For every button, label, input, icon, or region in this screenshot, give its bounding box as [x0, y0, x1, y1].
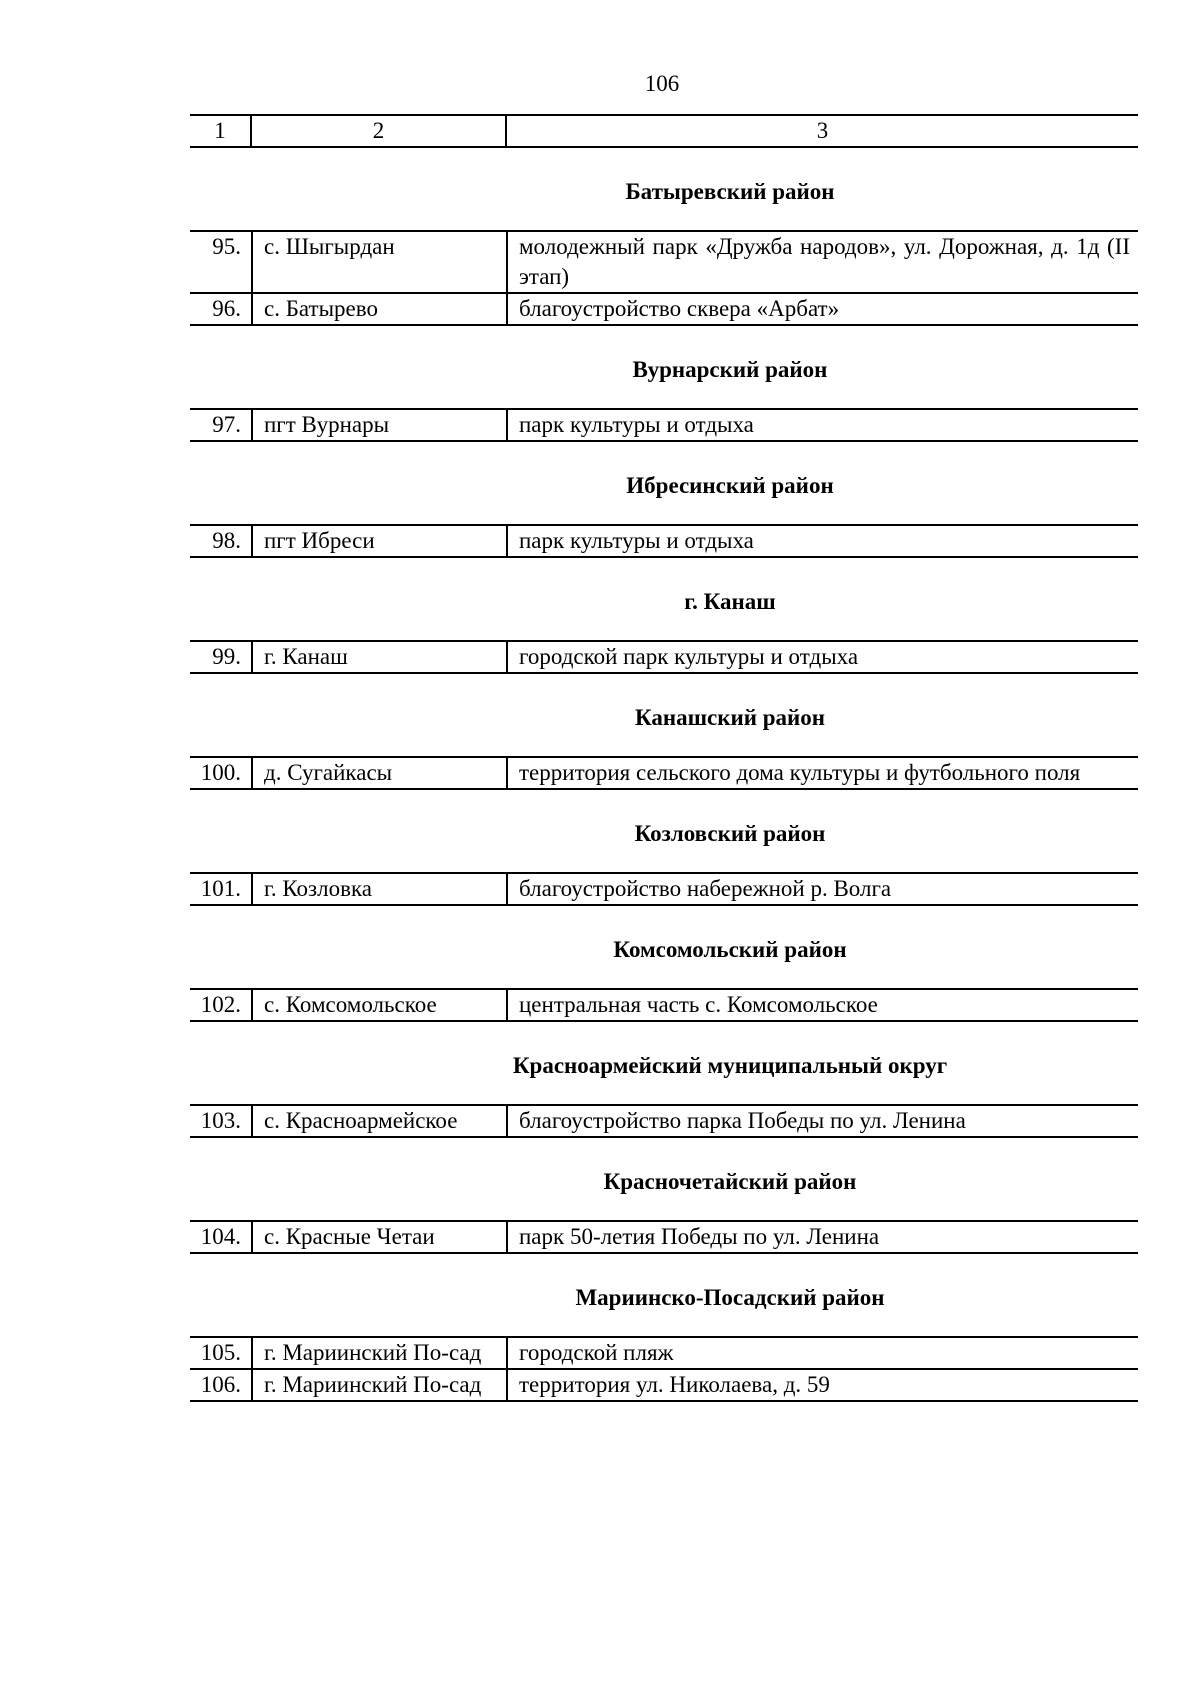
row-number: 98. [190, 525, 252, 557]
section-table [190, 230, 1138, 326]
settlement-name: с. Батырево [252, 293, 507, 325]
object-description: благоустройство сквера «Арбат» [519, 296, 840, 321]
row-number: 106. [190, 1369, 252, 1401]
object-description: парк культуры и отдыха [519, 528, 754, 553]
page-number: 106 [644, 71, 680, 96]
section-table [190, 640, 1138, 674]
table-row [190, 1337, 1138, 1369]
section-title: Красноармейский муниципальный округ [512, 1053, 948, 1078]
object-description: благоустройство набережной р. Волга [519, 876, 892, 901]
column-header-row [190, 114, 1138, 148]
settlement-name: д. Сугайкасы [252, 757, 507, 789]
section-table [190, 1336, 1138, 1402]
section-title: Комсомольский район [613, 937, 847, 962]
object-description: территория ул. Николаева, д. 59 [519, 1372, 830, 1397]
object-description: парк культуры и отдыха [519, 412, 754, 437]
section-table [190, 872, 1138, 906]
table-row [190, 757, 1138, 789]
column-header-1: 1 [190, 116, 252, 146]
settlement-name: с. Комсомольское [252, 989, 507, 1021]
table-row [190, 525, 1138, 557]
row-number: 102. [190, 989, 252, 1021]
object-description: парк 50-летия Победы по ул. Ленина [519, 1224, 880, 1249]
section-table [190, 756, 1138, 790]
section-title: Батыревский район [625, 179, 835, 204]
column-header-2: 2 [252, 116, 507, 146]
section-table [190, 408, 1138, 442]
row-number: 104. [190, 1221, 252, 1253]
settlement-name: г. Козловка [252, 873, 507, 905]
section-title: Канашский район [634, 705, 826, 730]
sections-container [190, 178, 1138, 1402]
settlement-name: с. Красные Четаи [252, 1221, 507, 1253]
row-number: 103. [190, 1105, 252, 1137]
table-row [190, 641, 1138, 673]
object-description: молодежный парк «Дружба народов», ул. Дорожная, д. 1д (II этап) [519, 234, 1130, 289]
settlement-name: г. Мариинский По-сад [252, 1369, 507, 1401]
settlement-name: пгт Ибреси [252, 525, 507, 557]
settlement-name: с. Шыгырдан [252, 231, 507, 293]
section-table [190, 1220, 1138, 1254]
section-title: Козловский район [634, 821, 826, 846]
settlement-name: с. Красноармейское [252, 1105, 507, 1137]
table-row [190, 293, 1138, 325]
settlement-name: г. Канаш [252, 641, 507, 673]
object-description: территория сельского дома культуры и футбольного поля [519, 760, 1081, 785]
row-number: 105. [190, 1337, 252, 1369]
row-number: 95. [190, 231, 252, 293]
column-header-3: 3 [816, 118, 829, 143]
row-number: 100. [190, 757, 252, 789]
settlement-name: г. Мариинский По-сад [252, 1337, 507, 1369]
section-table [190, 524, 1138, 558]
object-description: городской пляж [519, 1340, 674, 1365]
table-row [190, 409, 1138, 441]
table-row [190, 231, 1138, 293]
document-body [190, 114, 1138, 1402]
settlement-name: пгт Вурнары [252, 409, 507, 441]
row-number: 99. [190, 641, 252, 673]
section-title: Красночетайский район [603, 1169, 857, 1194]
object-description: городской парк культуры и отдыха [519, 644, 859, 669]
row-number: 97. [190, 409, 252, 441]
section-table [190, 1104, 1138, 1138]
section-title: г. Канаш [684, 589, 776, 614]
section-title: Вурнарский район [632, 357, 828, 382]
object-description: благоустройство парка Победы по ул. Ленина [519, 1108, 966, 1133]
section-title: Ибресинский район [626, 473, 834, 498]
row-number: 96. [190, 293, 252, 325]
table-row [190, 1105, 1138, 1137]
table-row [190, 1221, 1138, 1253]
section-title: Мариинско-Посадский район [575, 1285, 885, 1310]
table-row [190, 1369, 1138, 1401]
row-number: 101. [190, 873, 252, 905]
section-table [190, 988, 1138, 1022]
table-row [190, 989, 1138, 1021]
table-row [190, 873, 1138, 905]
object-description: центральная часть с. Комсомольское [519, 992, 878, 1017]
